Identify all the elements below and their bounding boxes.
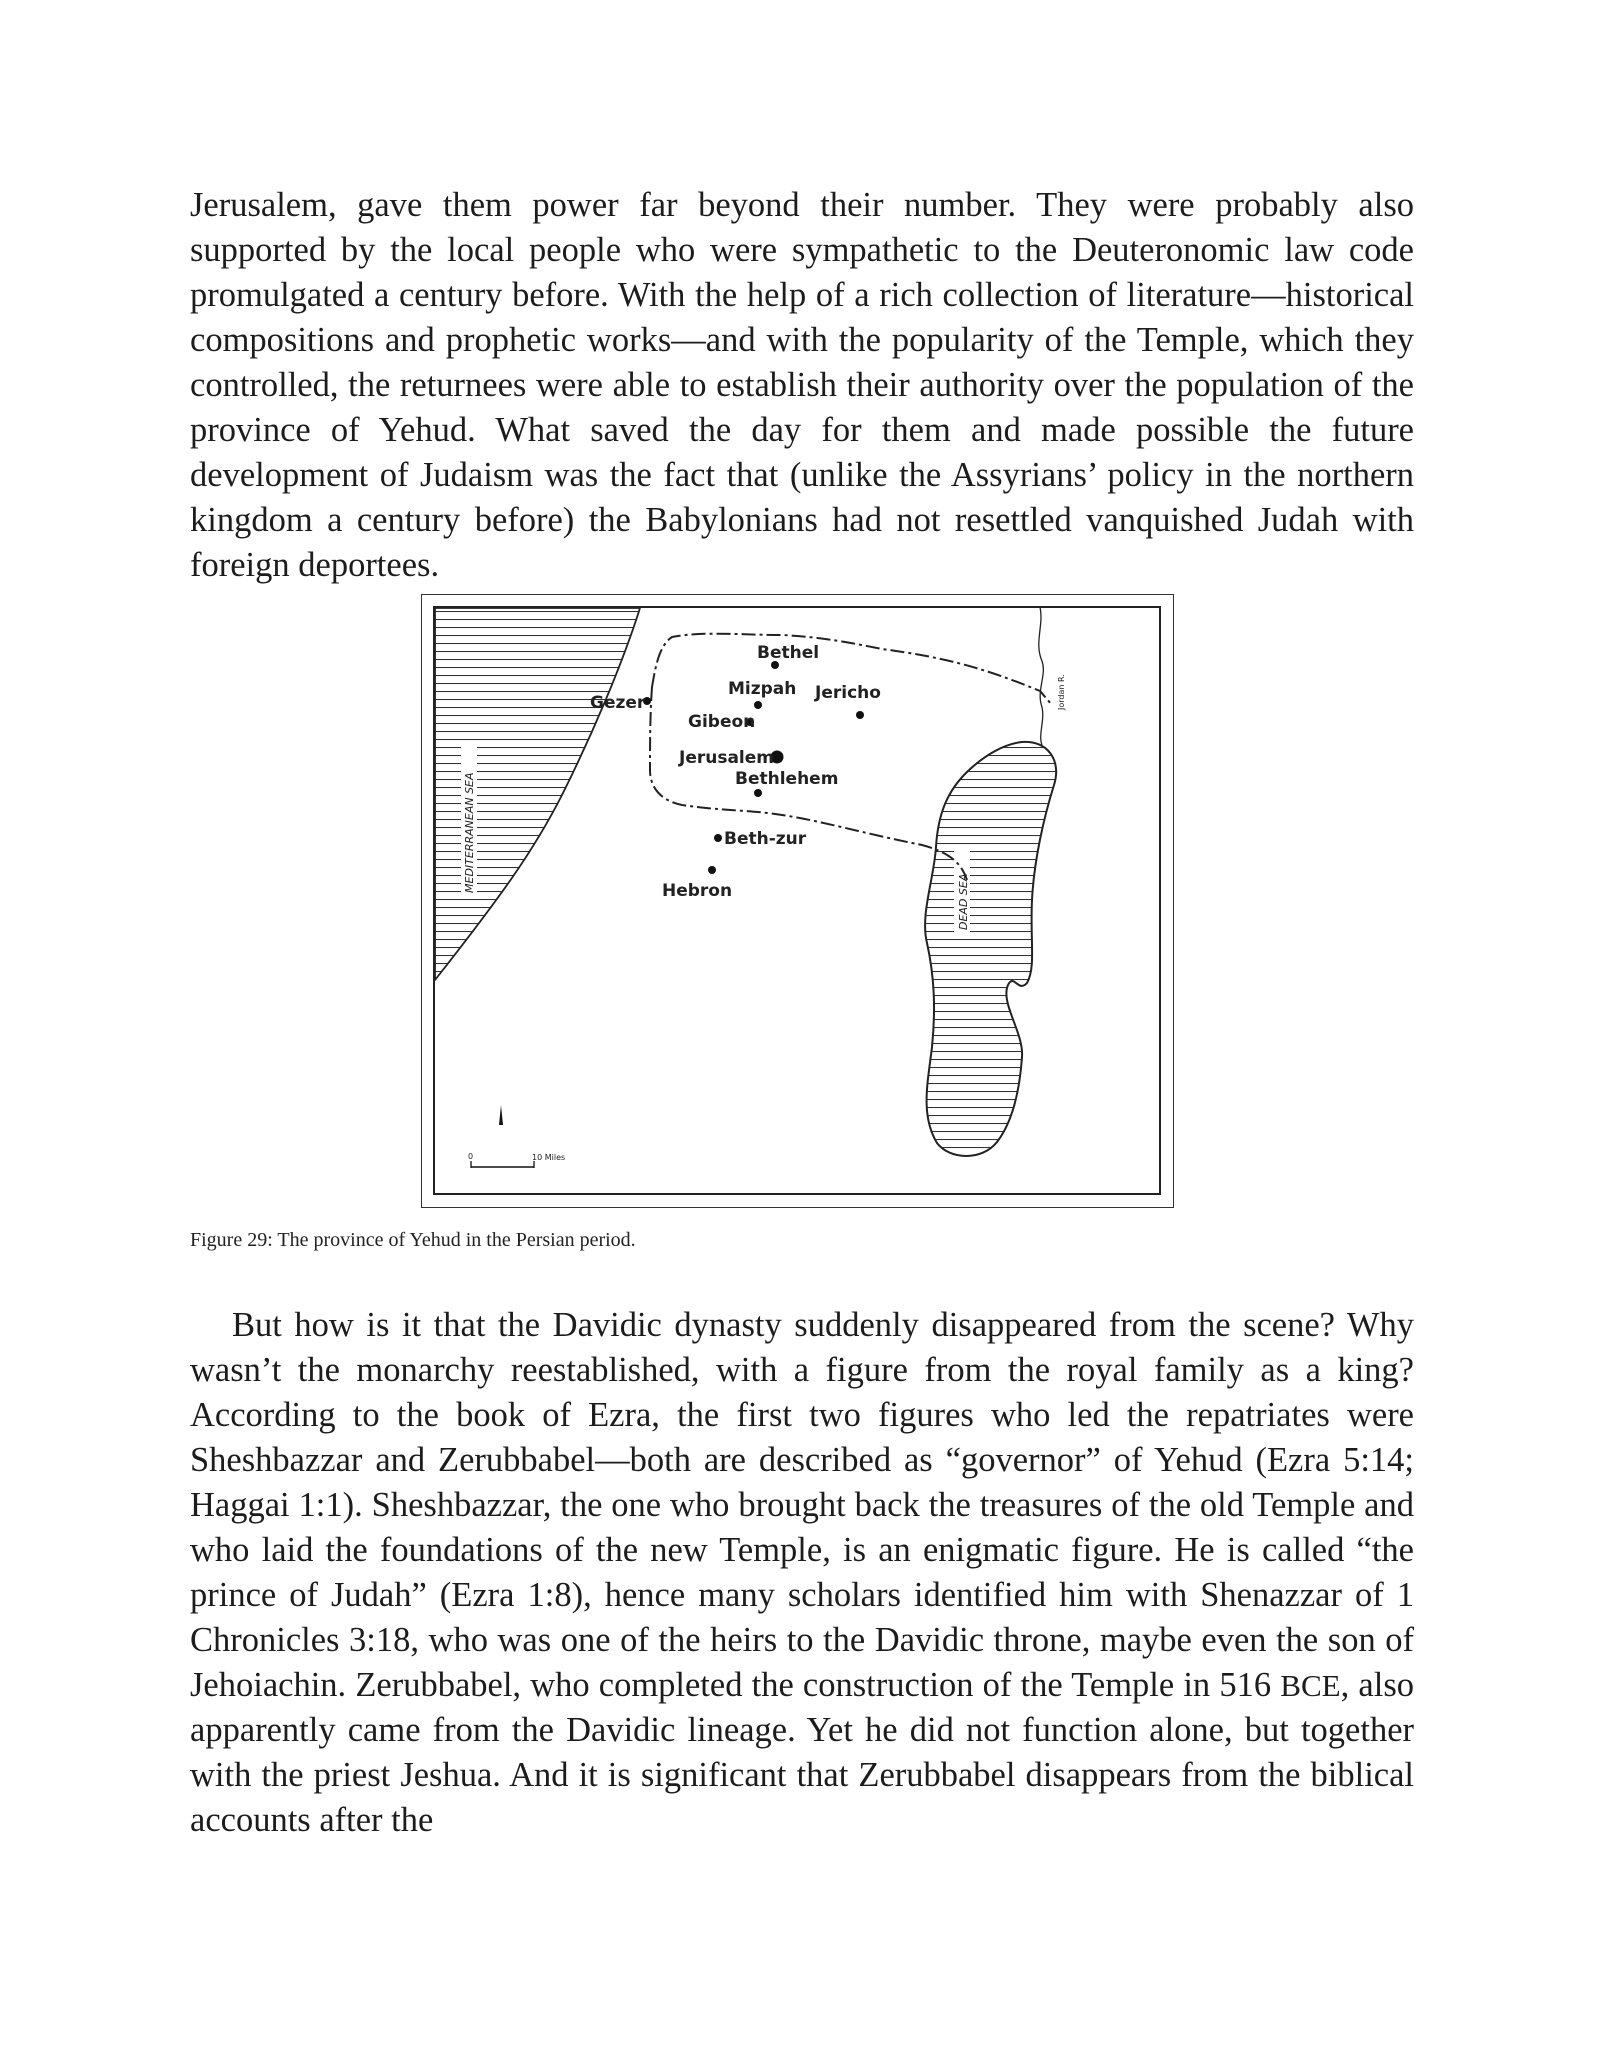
- jericho-dot: [856, 711, 864, 719]
- gezer-label: Gezer: [590, 693, 646, 713]
- jerusalem-label: Jerusalem: [679, 748, 775, 768]
- bethel-label: Bethel: [757, 643, 820, 663]
- dead-sea-label: DEAD SEA: [957, 873, 970, 930]
- gibeon-label: Gibeon: [688, 712, 756, 732]
- mediterranean-sea-label: MEDITERRANEAN SEA: [463, 772, 476, 893]
- body-paragraph-2: [190, 1303, 1414, 1843]
- jericho-label: Jericho: [815, 683, 881, 703]
- paragraph-2-text-a: But how is it that the Davidic dynasty suddenly disappeared from the scene? Why wasn’t the monarchy reestablished, with a figure from the royal family as a king? According to the book of Ezra, the first two figures who led the repatriates were Sheshbazzar and Zerubbabel—both are described as “governor” of Yehud (Ezra 5:14; Haggai 1:1). Sheshbazzar, the one who brought back the treasures of the old Temple and who laid the foundations of the new Temple, is an enigmatic figure. He is called “the prince of Judah” (Ezra 1:8), hence many scholars identified him with Shenazzar of 1 Chronicles 3:18, who was one of the heirs to the Davidic throne, maybe even the son of Jehoiachin. Zerubbabel, who completed the construction of the Temple in 516: [190, 1306, 1414, 1704]
- hebron-dot: [708, 866, 716, 874]
- mizpah-label: Mizpah: [728, 679, 797, 699]
- bethzur-dot: [714, 834, 722, 842]
- mizpah-dot: [754, 701, 762, 709]
- bethlehem-label: Bethlehem: [735, 769, 839, 789]
- figure-caption: Figure 29: The province of Yehud in the Persian period.: [190, 1229, 636, 1251]
- bethlehem-dot: [754, 789, 762, 797]
- body-paragraph-1: Jerusalem, gave them power far beyond their number. They were probably also supported by the local people who were sympathetic to the Deuteronomic law code promulgated a century before. With the help of a rich collection of literature—historical compositions and prophetic works—and with the popularity of the Temple, which they controlled, the returnees were able to establish their authority over the population of the province of Yehud. What saved the day for them and made possible the future development of Judaism was the fact that (unlike the Assyrians’ policy in the northern kingdom a century before) the Babylonians had not resettled vanquished Judah with foreign deportees.: [190, 186, 1414, 584]
- jordan-river-label: Jordan R.: [1057, 674, 1066, 710]
- scale-end-label: 10 Miles: [532, 1153, 566, 1162]
- paragraph-2-text-b: , also apparently came from the Davidic lineage. Yet he did not function alone, but together with the priest Jeshua. And it is significant that Zerubbabel disappears from the biblical accounts after the: [190, 1666, 1414, 1839]
- era-abbreviation: BCE: [1280, 1668, 1341, 1703]
- yehud-map-figure: [421, 594, 1174, 1208]
- bethzur-label: Beth-zur: [724, 829, 807, 849]
- scale-start-label: 0: [468, 1152, 474, 1161]
- yehud-map: [422, 595, 1172, 1206]
- hebron-label: Hebron: [662, 881, 733, 901]
